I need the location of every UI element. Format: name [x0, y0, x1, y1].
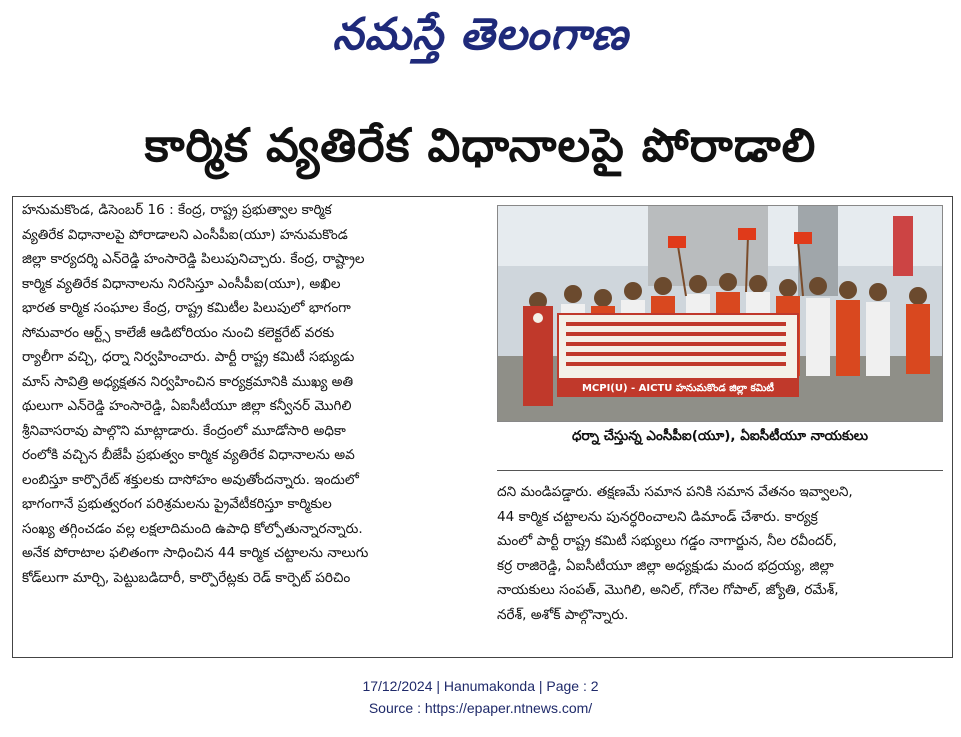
page-footer [0, 675, 961, 719]
body-line: భారత కార్మిక సంఘాల కేంద్ర, రాష్ట్ర కమిటీల పిలుపులో భాగంగా [22, 300, 351, 316]
body-line: నాయకులు సంపత్, మొగిలి, అనిల్, గోనెల గోపాల్, జ్యోతి, రమేశ్, [497, 582, 839, 598]
body-line: సోమవారం ఆర్ట్స్ కాలేజీ ఆడిటోరియం నుంచి కలెక్టరేట్ వరకు [22, 324, 335, 341]
article-left-column [22, 198, 500, 650]
body-line: శ్రీనివాసరావు పాల్గొని మాట్లాడారు. కేంద్రంలో మూడోసారి అధికా [22, 422, 346, 439]
protest-photo-illustration [498, 206, 943, 422]
body-line: కర్ర రాజిరెడ్డి, ఏఐసీటీయూ జిల్లా అధ్యక్షుడు మంద భద్రయ్య, జిల్లా [497, 557, 834, 574]
newspaper-masthead [0, 0, 961, 80]
masthead-title: నమస్తే తెలంగాణ [332, 9, 629, 60]
body-line: కోడ్‌లుగా మార్చి, పెట్టుబడిదారీ, కార్పొరేట్లకు రెడ్ కార్పెట్ పరిచిం [22, 569, 351, 586]
body-line: నరేశ్, అశోక్ పాల్గొన్నారు. [497, 606, 629, 623]
column-divider [497, 470, 943, 471]
photo-caption: ధర్నా చేస్తున్న ఎంసీపీఐ(యూ), ఏఐసీటీయూ నాయకులు [571, 428, 869, 444]
footer-source-line[interactable]: Source : https://epaper.ntnews.com/ [368, 700, 593, 716]
body-line: భాగంగానే ప్రభుత్వరంగ పరిశ్రమలను ప్రైవేటీకరిస్తూ కార్మికుల [22, 496, 332, 512]
article-right-column [497, 480, 947, 650]
body-line: రంలోకి వచ్చిన బీజేపీ ప్రభుత్వం కార్మిక వ్యతిరేక విధానాలను అవ [22, 447, 355, 463]
body-line: హనుమకొండ, డిసెంబర్ 16 : కేంద్ర, రాష్ట్ర ప్రభుత్వాల కార్మిక [22, 202, 332, 218]
body-line: 44 కార్మిక చట్టాలను పునర్ధరించాలని డిమాండ్ చేశారు. కార్యక్ర [497, 508, 818, 525]
body-line: జిల్లా కార్యదర్శి ఎన్‌రెడ్డి హంసారెడ్డి పిలుపునిచ్చారు. కేంద్ర, రాష్ట్రాల [22, 251, 365, 267]
body-line: మంలో పార్టీ రాష్ట్ర కమిటీ సభ్యులు గడ్డం నాగార్జున, నీల రవీందర్, [497, 533, 837, 549]
body-line: వ్యతిరేక విధానాలపై పోరాడాలని ఎంసీపీఐ(యూ) హనుమకొండ [22, 226, 348, 243]
body-line: సంఖ్య తగ్గించడం వల్ల లక్షలాదిమంది ఉపాధి కోల్పోతున్నారన్నారు. [22, 520, 363, 537]
body-line: మాస్ సావిత్రి అధ్యక్షతన నిర్వహించిన కార్యక్రమానికి ముఖ్య అతి [22, 373, 354, 390]
headline-text: కార్మిక వ్యతిరేక విధానాలపై పోరాడాలి [144, 118, 817, 172]
banner-text: MCPI(U) - AICTU హనుమకొండ జిల్లా కమిటీ [581, 383, 775, 394]
body-line: థులుగా ఎన్‌రెడ్డి హంసారెడ్డి, ఏఐసీటీయూ జిల్లా కన్వీనర్ మొగిలి [22, 398, 352, 414]
article-headline [0, 108, 961, 194]
body-line: కార్మిక వ్యతిరేక విధానాలను నిరసిస్తూ ఎంసీపీఐ(యూ), అఖిల [22, 275, 341, 292]
body-line: లంబిస్తూ కార్పొరేట్ శక్తులకు దాసోహం అవుతోందన్నారు. ఇందులో [22, 471, 359, 488]
body-line: దని మండిపడ్డారు. తక్షణమే సమాన పనికి సమాన వేతనం ఇవ్వాలని, [497, 484, 853, 500]
body-line: ర్యాలీగా వచ్చి, ధర్నా నిర్వహించారు. పార్టీ రాష్ట్ర కమిటీ సభ్యుడు [22, 349, 355, 365]
body-line: అనేక పోరాటాల ఫలితంగా సాధించిన 44 కార్మిక చట్టాలను నాలుగు [22, 545, 369, 561]
footer-date-line: 17/12/2024 | Hanumakonda | Page : 2 [362, 678, 599, 694]
protest-photo [497, 205, 943, 422]
